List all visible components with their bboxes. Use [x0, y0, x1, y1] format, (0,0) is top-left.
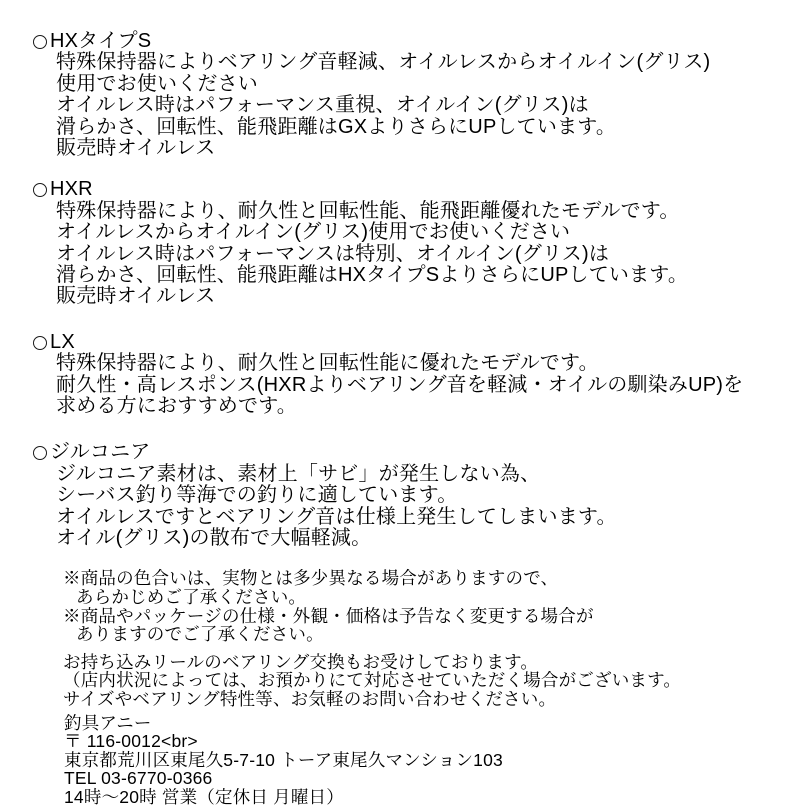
- circle-bullet-icon: [33, 35, 47, 49]
- description-line: 販売時オイルレス: [56, 137, 216, 160]
- description-line: オイルレス時はパフォーマンスは特別、オイルイン(グリス)は: [56, 242, 610, 265]
- section-title: ジルコニア: [50, 441, 151, 464]
- description-line: オイルレスからオイルイン(グリス)使用でお使いください: [56, 221, 571, 244]
- section-title: LX: [50, 330, 75, 353]
- section-title: HXR: [50, 178, 93, 201]
- section-header: [0, 179, 800, 200]
- service-line: お持ち込みリールのベアリング交換もお受けしております。: [63, 651, 539, 672]
- circle-bullet-icon: [33, 446, 47, 460]
- service-line: サイズやベアリング特性等、お気軽のお問い合わせください。: [63, 689, 557, 710]
- description-line: 特殊保持器により、耐久性と回転性能、能飛距離優れたモデルです。: [56, 199, 680, 222]
- description-line: オイルレス時はパフォーマンス重視、オイルイン(グリス)は: [56, 94, 589, 117]
- description-line: 特殊保持器によりベアリング音軽減、オイルレスからオイルイン(グリス): [56, 51, 711, 74]
- disclaimer-line: ※商品の色合いは、実物とは多少異なる場合がありますので、: [63, 568, 559, 589]
- description-line: オイル(グリス)の散布で大幅軽減。: [56, 527, 372, 550]
- section-lx: [0, 332, 800, 418]
- description-line: 使用でお使いください: [56, 72, 258, 95]
- disclaimer-line: ※商品やパッケージの仕様・外観・価格は予告なく変更する場合が: [63, 605, 594, 626]
- shop-name: 釣具アニー: [64, 712, 152, 733]
- description-line: 販売時オイルレス: [56, 285, 216, 308]
- service-note-block: [0, 653, 800, 709]
- section-header: [0, 442, 800, 463]
- description-line: ジルコニア素材は、素材上「サビ」が発生しない為、: [56, 462, 541, 485]
- section-hxr: [0, 179, 800, 307]
- description-line: 滑らかさ、回転性、能飛距離はGXよりさらにUPしています。: [56, 115, 617, 138]
- description-line: 耐久性・高レスポンス(HXRよりベアリング音を軽減・オイルの馴染みUP)を: [56, 373, 744, 396]
- shop-telephone: TEL 03-6770-0366: [64, 768, 213, 789]
- service-line: （店内状況によっては、お預かりにて対応させていただく場合がございます。: [63, 670, 682, 691]
- disclaimer-line: ありますのでご了承ください。: [76, 624, 324, 645]
- section-header: [0, 31, 800, 52]
- shop-postal-code: 〒 116-0012<br>: [64, 731, 198, 752]
- description-line: シーバス釣り等海での釣りに適しています。: [56, 484, 458, 507]
- disclaimer-line: あらかじめご了承ください。: [76, 587, 307, 608]
- shop-business-hours: 14時～20時 営業（定休日 月曜日）: [64, 787, 344, 807]
- shop-info-block: [0, 714, 800, 807]
- section-header: [0, 332, 800, 353]
- description-line: 滑らかさ、回転性、能飛距離はHXタイプSよりさらにUPしています。: [56, 264, 689, 287]
- section-title: HXタイプS: [50, 30, 152, 52]
- description-line: オイルレスですとベアリング音は仕様上発生してしまいます。: [56, 505, 617, 528]
- description-line: 求める方におすすめです。: [56, 395, 297, 418]
- section-zirconia: [0, 442, 800, 549]
- section-hx-type-s: [0, 31, 800, 159]
- circle-bullet-icon: [33, 183, 47, 197]
- circle-bullet-icon: [33, 336, 47, 350]
- shop-address: 東京都荒川区東尾久5-7-10 トーア東尾久マンション103: [64, 749, 503, 770]
- disclaimer-block: [0, 569, 800, 643]
- description-line: 特殊保持器により、耐久性と回転性能に優れたモデルです。: [56, 352, 599, 375]
